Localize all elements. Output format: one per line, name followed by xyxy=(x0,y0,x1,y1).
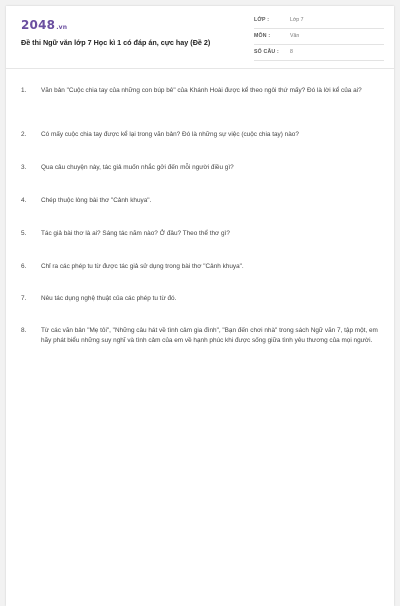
question-text: Từ các văn bản "Mẹ tôi", "Những câu hát về tình cảm gia đình", "Bạn đến chơi nhà" trong sách Ngữ văn 7, tập một, em hãy phát biểu những suy nghĩ và tình cảm của em về hạnh phúc khi được sống giữa tình yêu thương của mọi người. xyxy=(41,327,378,345)
meta-label: LỚP : xyxy=(254,17,270,23)
document-header xyxy=(6,6,394,69)
logo-text: 2048 xyxy=(21,18,56,32)
question-text: Chép thuộc lòng bài thơ "Cảnh khuya". xyxy=(41,197,152,204)
document-page xyxy=(6,6,394,606)
meta-value: Văn xyxy=(290,33,300,39)
question-number: 6. xyxy=(21,263,27,270)
question-text: Qua câu chuyện này, tác giả muốn nhắc gởi đến mỗi người điều gì? xyxy=(41,164,234,171)
meta-value: Lớp 7 xyxy=(290,17,304,23)
meta-label: SỐ CÂU : xyxy=(254,49,279,55)
meta-row-subject xyxy=(254,32,384,45)
question-number: 8. xyxy=(21,327,27,334)
meta-info xyxy=(254,16,384,64)
meta-row-class xyxy=(254,16,384,29)
question-number: 1. xyxy=(21,87,27,94)
meta-row-count xyxy=(254,48,384,61)
question-number: 5. xyxy=(21,230,27,237)
question-text: Có mấy cuộc chia tay được kể lại trong văn bản? Đó là những sự việc (cuộc chia tay) nào? xyxy=(41,131,299,138)
logo-suffix: .vn xyxy=(56,24,68,31)
question-number: 4. xyxy=(21,197,27,204)
meta-value: 8 xyxy=(290,49,293,55)
question-text: Chỉ ra các phép tu từ được tác giả sử dụng trong bài thơ "Cảnh khuya". xyxy=(41,263,244,270)
question-text: Tác giả bài thơ là ai? Sáng tác năm nào? Ở đâu? Theo thể thơ gì? xyxy=(41,230,230,237)
site-logo[interactable] xyxy=(21,18,67,32)
document-title: Đề thi Ngữ văn lớp 7 Học kì 1 có đáp án, cực hay (Đề 2) xyxy=(21,38,211,47)
question-number: 7. xyxy=(21,295,27,302)
question-text: Văn bản "Cuộc chia tay của những con búp bê" của Khánh Hoài được kể theo ngôi thứ mấy? Đó là lời kể của ai? xyxy=(41,87,362,94)
question-text: Nêu tác dụng nghệ thuật của các phép tu từ đó. xyxy=(41,295,177,302)
question-number: 2. xyxy=(21,131,27,138)
question-number: 3. xyxy=(21,164,27,171)
meta-label: MÔN : xyxy=(254,33,271,39)
